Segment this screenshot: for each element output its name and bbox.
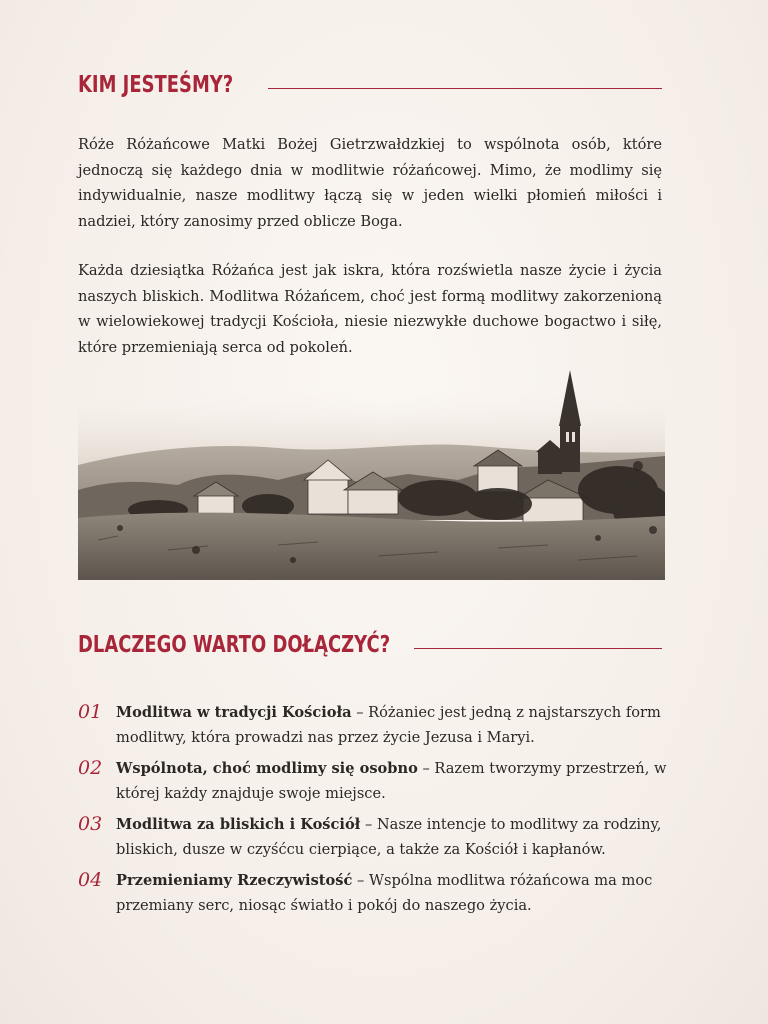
- item-title: Modlitwa za bliskich i Kościół: [116, 816, 361, 833]
- item-number: 01: [78, 701, 103, 723]
- item-title: Wspólnota, choć modlimy się osobno: [116, 760, 418, 777]
- item-number: 04: [78, 869, 103, 891]
- section-title: KIM JESTEŚMY?: [78, 72, 234, 98]
- reasons-list: [78, 700, 668, 924]
- list-item: [78, 868, 668, 918]
- item-text: – Różaniec jest jedną z najstarszych form modlitwy, która prowadzi nas przez życie Jezusa i Maryi.: [116, 704, 661, 746]
- list-item: [78, 812, 668, 862]
- item-number: 03: [78, 813, 103, 835]
- item-number: 02: [78, 757, 103, 779]
- item-title: Modlitwa w tradycji Kościoła: [116, 704, 352, 721]
- item-text: – Nasze intencje to modlitwy za rodziny, bliskich, dusze w czyśćcu cierpiące, a także za Kościół i kapłanów.: [116, 816, 662, 858]
- list-item: [78, 756, 668, 806]
- item-text: – Razem tworzymy przestrzeń, w której każdy znajduje swoje miejsce.: [116, 760, 667, 802]
- rosary-paragraph: Każda dziesiątka Różańca jest jak iskra, która rozświetla nasze życie i życia naszych bliskich. Modlitwa Różańcem, choć jest formą modlitwy zakorzenioną w wielowiekowej tradycji Kościoła, niesie niezwykłe duchowe bogactwo i siłę, które przemieniają serca od pokoleń.: [78, 262, 662, 356]
- section-title: DLACZEGO WARTO DOŁĄCZYĆ?: [78, 632, 391, 658]
- list-item: [78, 700, 668, 750]
- heading-rule: [414, 648, 662, 649]
- item-title: Przemieniamy Rzeczywistość: [116, 872, 353, 889]
- intro-paragraph: Róże Różańcowe Matki Bożej Gietrzwałdzkiej to wspólnota osób, które jednoczą się każdego dnia w modlitwie różańcowej. Mimo, że modlimy się indywidualnie, nasze modlitwy łączą się w jeden wielki płomień miłości i nadziei, który zanosimy przed oblicze Boga.: [78, 136, 662, 230]
- section-heading-who-we-are: [78, 72, 662, 104]
- section-heading-why-join: [78, 632, 662, 664]
- village-photo: [78, 370, 665, 580]
- item-text: – Wspólna modlitwa różańcowa ma moc przemiany serc, niosąc światło i pokój do naszego życia.: [116, 872, 653, 914]
- heading-rule: [268, 88, 662, 89]
